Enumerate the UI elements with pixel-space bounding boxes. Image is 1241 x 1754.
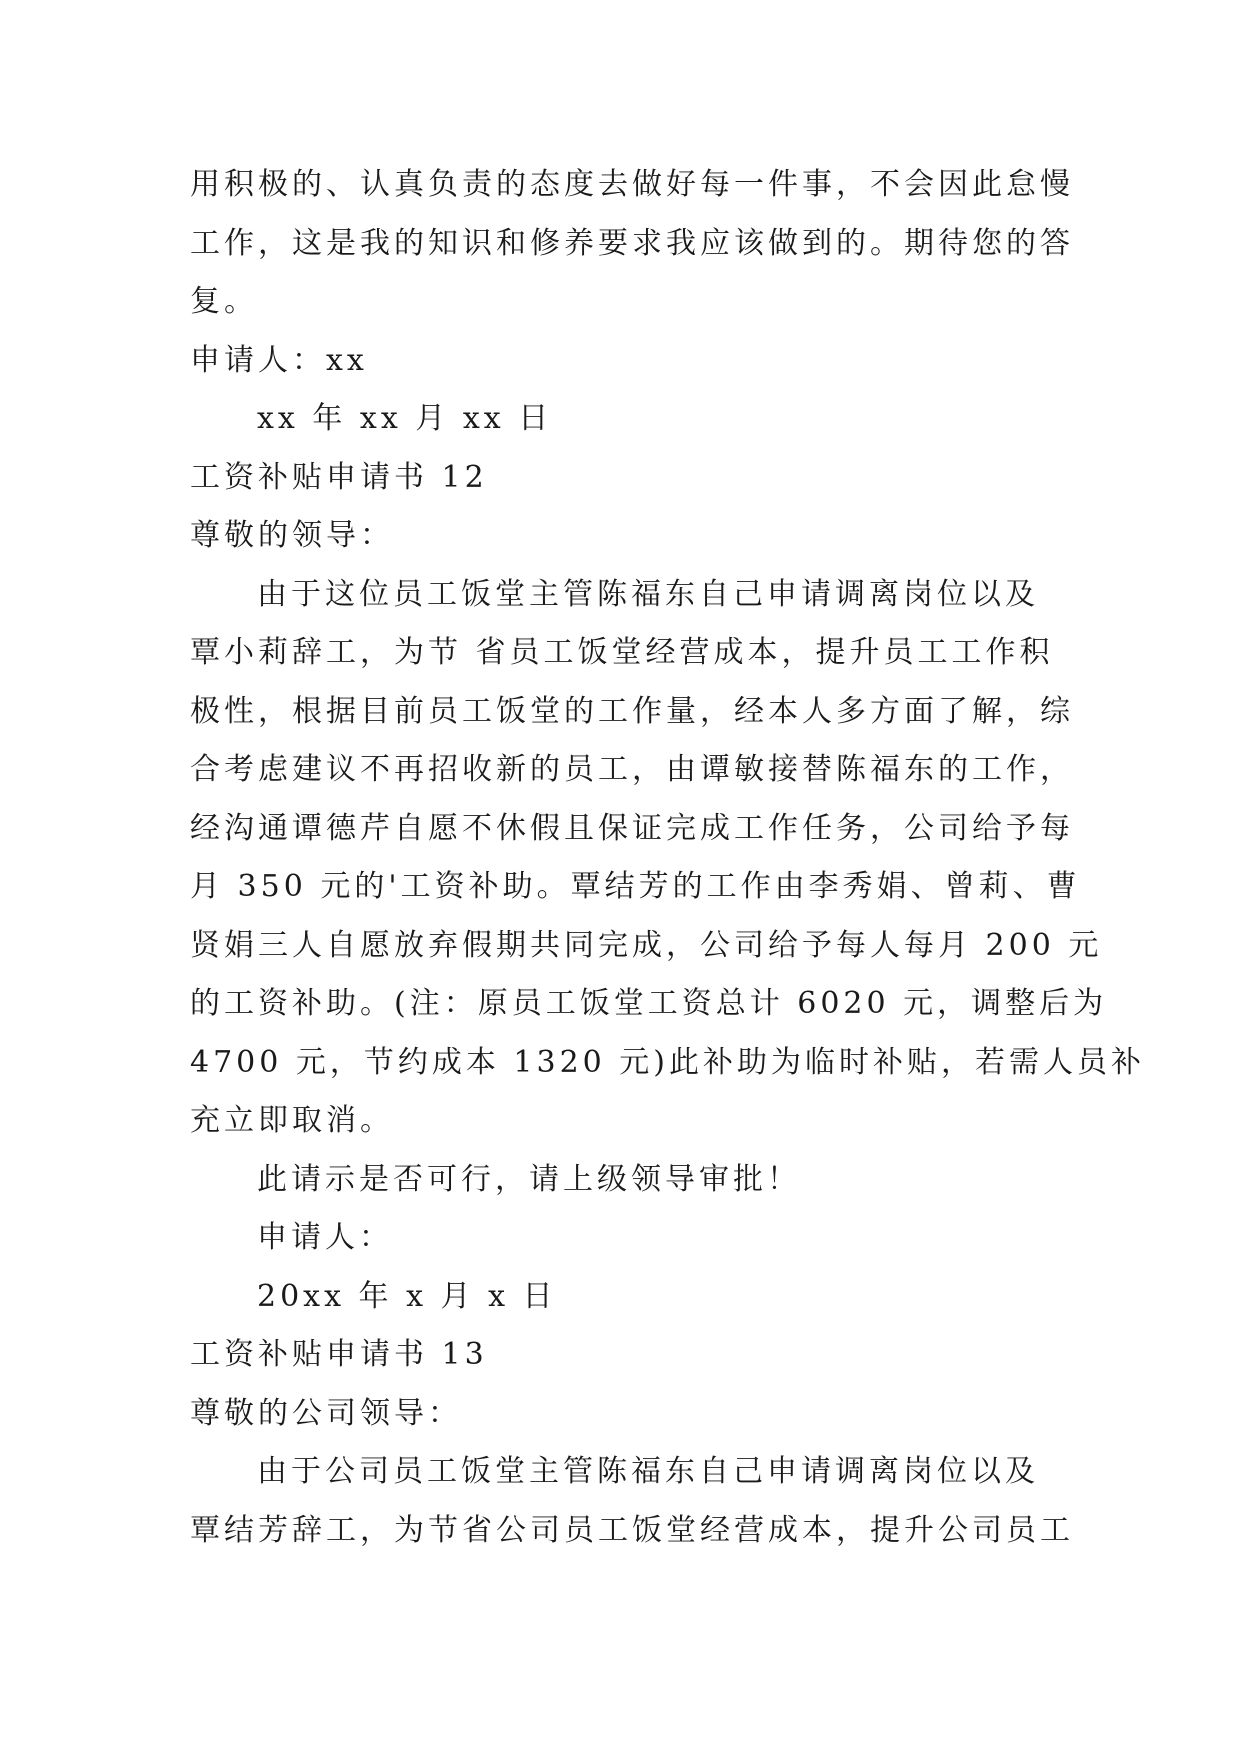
- text-line: 由于这位员工饭堂主管陈福东自己申请调离岗位以及: [257, 576, 1039, 612]
- text-line: 由于公司员工饭堂主管陈福东自己申请调离岗位以及: [257, 1454, 1039, 1489]
- text-line: 贤娟三人自愿放弃假期共同完成，公司给予每人每月 200 元: [190, 927, 1103, 963]
- text-line: 4700 元，节约成本 1320 元)此补助为临时补贴，若需人员补: [190, 1044, 1146, 1080]
- text-line: 申请人：: [257, 1220, 393, 1255]
- text-line: 覃小莉辞工，为节 省员工饭堂经营成本，提升员工工作积: [190, 635, 1054, 670]
- text-line: 此请示是否可行，请上级领导审批！: [257, 1161, 801, 1197]
- text-line: 极性，根据目前员工饭堂的工作量，经本人多方面了解，综: [190, 693, 1074, 729]
- text-line: 工资补贴申请书 12: [190, 459, 488, 495]
- document-body: [190, 156, 1146, 1560]
- text-line: 覃结芳辞工，为节省公司员工饭堂经营成本，提升公司员工: [190, 1512, 1074, 1548]
- text-line: 的工资补助。(注：原员工饭堂工资总计 6020 元，调整后为: [190, 986, 1108, 1021]
- text-line: 月 350 元的'工资补助。覃结芳的工作由李秀娟、曾莉、曹: [190, 869, 1081, 904]
- text-line: 工资补贴申请书 13: [190, 1337, 488, 1372]
- text-line: 尊敬的领导：: [190, 518, 394, 553]
- text-line: 用积极的、认真负责的态度去做好每一件事，不会因此怠慢: [190, 167, 1074, 202]
- text-line: 经沟通谭德芹自愿不休假且保证完成工作任务，公司给予每: [190, 810, 1074, 846]
- text-line: 工作，这是我的知识和修养要求我应该做到的。期待您的答: [190, 225, 1074, 261]
- text-line: 充立即取消。: [190, 1103, 394, 1138]
- text-line: 尊敬的公司领导：: [190, 1395, 462, 1431]
- text-line: 20xx 年 x 月 x 日: [257, 1278, 557, 1314]
- text-line: 复。: [190, 284, 258, 319]
- text-line: xx 年 xx 月 xx 日: [257, 401, 553, 436]
- text-line: 合考虑建议不再招收新的员工，由谭敏接替陈福东的工作，: [190, 752, 1074, 787]
- text-line: 申请人：xx: [190, 342, 368, 378]
